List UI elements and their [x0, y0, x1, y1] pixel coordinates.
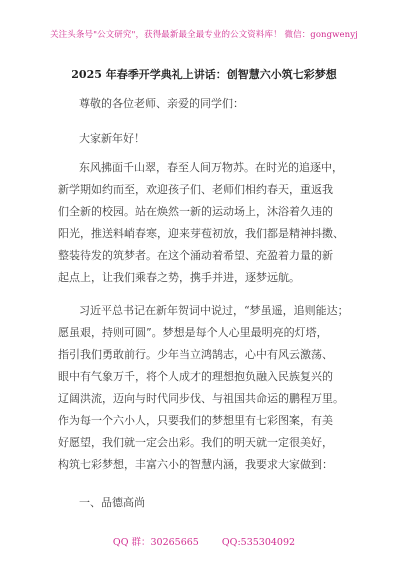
paragraph-2-line: 好愿望，我们就一定会出彩。我们的明天就一定很美好，: [58, 436, 333, 449]
greeting: 大家新年好！: [79, 132, 145, 145]
paragraph-1-line: 整装待发的筑梦者。在这个涌动着希望、充盈着力量的新: [58, 249, 333, 262]
qq-group-number: QQ 群：30265665: [112, 537, 199, 548]
paragraph-1-line: 起点上，让我们乘春之势，携手并进，逐梦远航。: [58, 271, 300, 284]
salutation: 尊敬的各位老师、亲爱的同学们：: [79, 97, 244, 110]
paragraph-2-line: 眼中有气象万千，将个人成才的理想抱负融入民族复兴的: [58, 370, 333, 383]
paragraph-1-line: 新学期如约而至，欢迎孩子们、老师们相约春天，重返我: [58, 183, 333, 196]
paragraph-2-line: 指引我们勇敢前行。少年当立鸿鹄志，心中有风云激荡、: [58, 348, 333, 361]
paragraph-2-line: 习近平总书记在新年贺词中说过，“梦虽遥，追则能达；: [79, 304, 349, 317]
paragraph-1-line: 阳光，推送料峭春寒，迎来芽苞初放，我们都是精神抖擞、: [58, 227, 344, 240]
document-title: 2025 年春季开学典礼上讲话：创智慧六小筑七彩梦想: [71, 68, 337, 81]
paragraph-2-line: 作为每一个六小人，只要我们的梦想里有七彩图案，有美: [58, 414, 333, 427]
top-banner: 关注头条号"公文研究"，获得最新最全最专业的公文资料库！ 微信：gongwenyj: [50, 30, 358, 40]
paragraph-1-line: 们全新的校园。站在焕然一新的运动场上，沐浴着久违的: [58, 205, 333, 218]
qq-number: QQ:535304092: [221, 537, 296, 548]
section-heading: 一、品德高尚: [79, 496, 145, 509]
paragraph-1-line: 东风拂面千山翠，春至人间万物苏。在时光的追逐中，: [79, 161, 343, 174]
bottom-banner: [0, 534, 408, 548]
paragraph-2-line: 辽阔洪流，迈向与时代同步伐、与祖国共命运的鹏程万里。: [58, 392, 344, 405]
paragraph-2-line: 构筑七彩梦想，丰富六小的智慧内涵，我要求大家做到：: [58, 458, 333, 471]
paragraph-2-line: 愿虽艰，持则可圆”。梦想是每个人心里最明亮的灯塔，: [58, 326, 328, 339]
